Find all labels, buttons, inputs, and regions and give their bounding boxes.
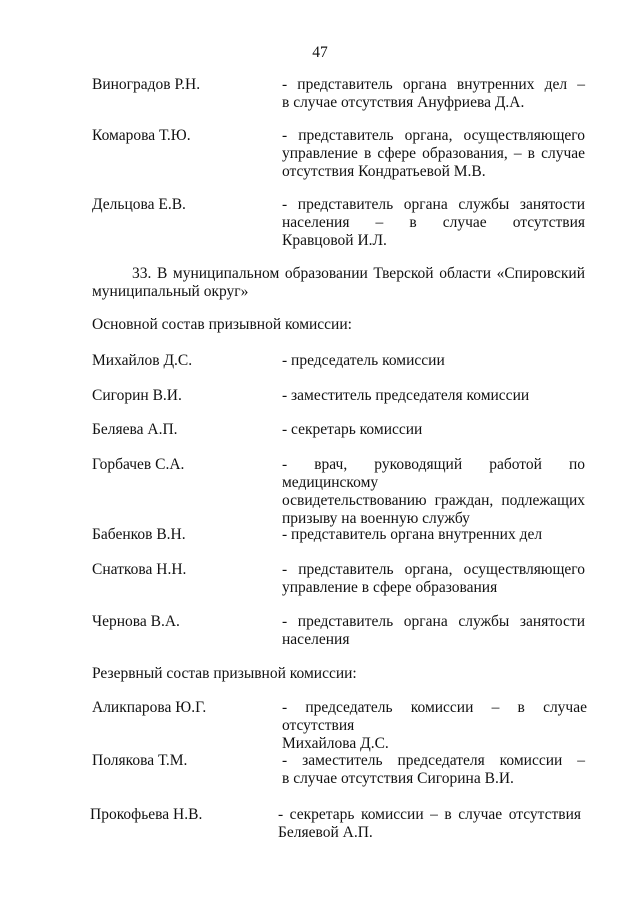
role-line: - представитель органа службы занятости: [282, 196, 585, 213]
role-line: - врач, руководящий работой по медицинскому: [282, 456, 585, 491]
member-name: Михайлов Д.С.: [92, 352, 193, 369]
section-line: муниципальный округ»: [92, 283, 249, 300]
role-line: освидетельствованию граждан, подлежащих: [282, 492, 585, 509]
member-role: - секретарь комиссии: [282, 421, 423, 438]
role-line: в случае отсутствия Сигорина В.И.: [282, 770, 514, 787]
role-line: Михайлова Д.С.: [282, 735, 389, 752]
member-name: Сигорин В.И.: [92, 387, 182, 404]
role-line: отсутствия Кондратьевой М.В.: [282, 163, 486, 180]
role-line: управление в сфере образования, – в случае: [282, 145, 585, 162]
role-line: - представитель органа службы занятости: [282, 613, 585, 630]
role-line: населения – в случае отсутствия: [282, 214, 585, 231]
member-role: - представитель органа внутренних дел: [282, 526, 543, 543]
role-line: Кравцовой И.Л.: [282, 232, 387, 249]
member-name: Чернова В.А.: [92, 613, 180, 630]
role-line: в случае отсутствия Ануфриева Д.А.: [282, 94, 525, 111]
member-name: Горбачев С.А.: [92, 456, 185, 473]
member-name: Беляева А.П.: [92, 421, 178, 438]
section-paragraph: [92, 265, 585, 301]
member-name: Аликпарова Ю.Г.: [92, 699, 207, 716]
member-name: Комарова Т.Ю.: [92, 127, 191, 144]
role-line: - секретарь комиссии – в случае отсутствия: [278, 806, 581, 823]
role-line: управление в сфере образования: [282, 579, 498, 596]
main-heading: Основной состав призывной комиссии:: [92, 316, 352, 333]
member-name: Бабенков В.Н.: [92, 526, 186, 543]
member-name: Дельцова Е.В.: [92, 196, 186, 213]
page-number: 47: [312, 44, 328, 61]
member-role: [282, 699, 587, 753]
member-role: [282, 76, 585, 112]
member-name: Снаткова Н.Н.: [92, 561, 187, 578]
member-name: Виноградов Р.Н.: [92, 76, 201, 93]
member-role: - заместитель председателя комиссии: [282, 387, 530, 404]
member-name: Прокофьева Н.В.: [90, 806, 203, 823]
role-line: - председатель комиссии – в случае отсутствия: [282, 699, 587, 734]
member-name: Полякова Т.М.: [92, 752, 188, 769]
role-line: призыву на военную службу: [282, 510, 470, 527]
member-role: [282, 456, 585, 528]
member-role: [282, 752, 585, 788]
section-line: 33. В муниципальном образовании Тверской области «Спировский: [132, 265, 585, 282]
role-line: - представитель органа внутренних дел –: [282, 76, 585, 93]
member-role: [282, 613, 585, 649]
role-line: - представитель органа, осуществляющего: [282, 127, 585, 144]
role-line: - заместитель председателя комиссии –: [282, 752, 585, 769]
member-role: - председатель комиссии: [282, 352, 445, 369]
role-line: Беляевой А.П.: [278, 824, 373, 841]
member-role: [282, 127, 585, 181]
reserve-heading: Резервный состав призывной комиссии:: [92, 665, 357, 682]
role-line: населения: [282, 631, 350, 648]
member-role: [282, 561, 585, 597]
member-role: [282, 196, 585, 250]
member-role: [278, 806, 581, 842]
role-line: - представитель органа, осуществляющего: [282, 561, 585, 578]
